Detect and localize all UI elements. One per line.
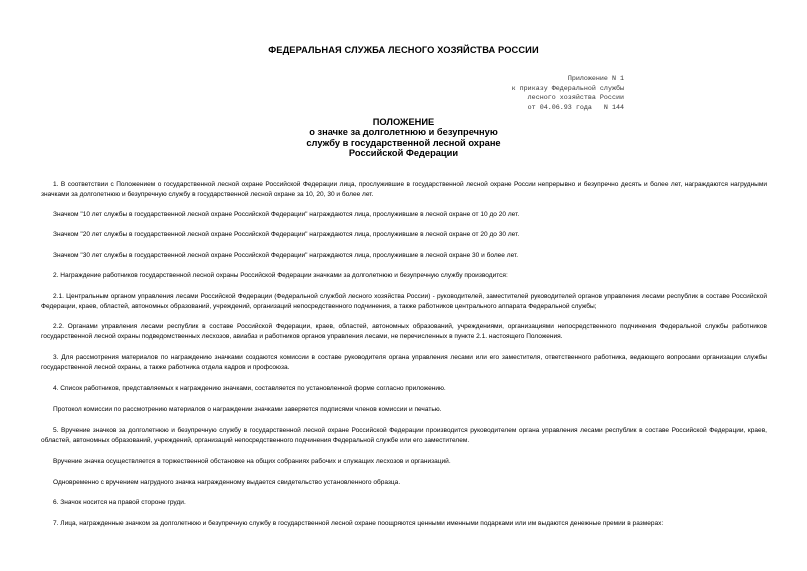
organization-heading: ФЕДЕРАЛЬНАЯ СЛУЖБА ЛЕСНОГО ХОЗЯЙСТВА РОССИИ	[268, 45, 539, 55]
paragraph-2: 2. Награждение работников государственной лесной охраны Российской Федерации значками за долголетнюю и безупречную службу производится:	[53, 272, 508, 279]
title-line: ПОЛОЖЕНИЕ	[372, 117, 435, 127]
paragraph-protocol: Протокол комиссии по рассмотрению материалов о награждении значками заверяется подписями членов комиссии и печатью.	[53, 406, 442, 413]
title-line: о значке за долголетнюю и безупречную	[309, 127, 498, 138]
paragraph-7: 7. Лица, награжденные значком за долголетнюю и безупречную службу в государственной лесной охране поощряются ценными именными подарками или им выдаются денежные премии в размерах:	[53, 520, 664, 527]
paragraph-badge-20: Значком "20 лет службы в государственной лесной охране Российской Федерации" награждаются лица, прослужившие в лесной охране от 20 до 30 лет.	[53, 231, 520, 238]
paragraph-3: 3. Для рассмотрения материалов по награждению значками создаются комиссии в составе руководителя органа управления лесами или его заместителя, ответственного работника, ведающего вопросами организации службы государственной лесной охраны, а также работника отдела кадров и профсоюза.	[41, 354, 767, 371]
paragraph-4: 4. Список работников, представляемых к награждению значками, составляется по установленной форме согласно приложению.	[53, 385, 446, 392]
appendix-line: от 04.06.93 года N 144	[527, 103, 624, 112]
title-line: Российской Федерации	[348, 148, 459, 159]
appendix-note	[512, 75, 624, 113]
paragraph-badge-30: Значком "30 лет службы в государственной лесной охране Российской Федерации" награждаются лица, прослужившие в лесной охране 30 и более лет.	[53, 252, 519, 259]
paragraph-1: 1. В соответствии с Положением о государственной лесной охране Российской Федерации лица, прослужившие в государственной лесной охране России непрерывно и безупречно десять и более лет, награждаются нагрудными значками за долголетнюю и безупречную службу в государственной лесной охране за 10, 20, 30 и более лет.	[41, 181, 767, 198]
paragraph-2-2: 2.2. Органами управления лесами республик в составе Российской Федерации, краев, областей, автономных образований, учреждениями, организациями непосредственного подчинения Федеральной службы работников государственной лесной охраны подведомственных лесхозов, авиабаз и работников органов управления лесами, не перечисленных в пункте 2.1. настоящего Положения.	[41, 323, 767, 340]
appendix-line: лесного хозяйства России	[527, 94, 624, 103]
paragraph-2-1: 2.1. Центральным органом управления лесами Российской Федерации (Федеральной службой лесного хозяйства России) - руководителей, заместителей руководителей органов управления лесами республик в составе Российской Федерации, краев, областей, автономных образований, учреждений, организаций непосредственного подчинения, а также работников центрального аппарата Федеральной службы;	[41, 293, 767, 310]
paragraph-badge-10: Значком "10 лет службы в государственной лесной охране Российской Федерации" награждаются лица, прослужившие в лесной охране от 10 до 20 лет.	[53, 211, 520, 218]
appendix-line: Приложение N 1	[567, 75, 624, 83]
paragraph-ceremony: Вручение значка осуществляется в торжественной обстановке на общих собраниях рабочих и служащих лесхозов и организаций.	[53, 458, 451, 465]
paragraph-6: 6. Значок носится на правой стороне груди.	[53, 499, 186, 506]
document-title	[0, 117, 807, 159]
title-line: службу в государственной лесной охране	[306, 137, 501, 148]
paragraph-5: 5. Вручение значков за долголетнюю и безупречную службу в государственной лесной охране Российской Федерации производится руководителем органа управления лесами республик в составе Российской Федерации, краев, областей, автономных образований, учреждений, организаций непосредственного подчинения Федеральной службе или его заместителем.	[41, 427, 767, 444]
appendix-line: к приказу Федеральной службы	[511, 84, 624, 93]
paragraph-certificate: Одновременно с вручением нагрудного значка награжденному выдается свидетельство установленного образца.	[53, 479, 401, 486]
